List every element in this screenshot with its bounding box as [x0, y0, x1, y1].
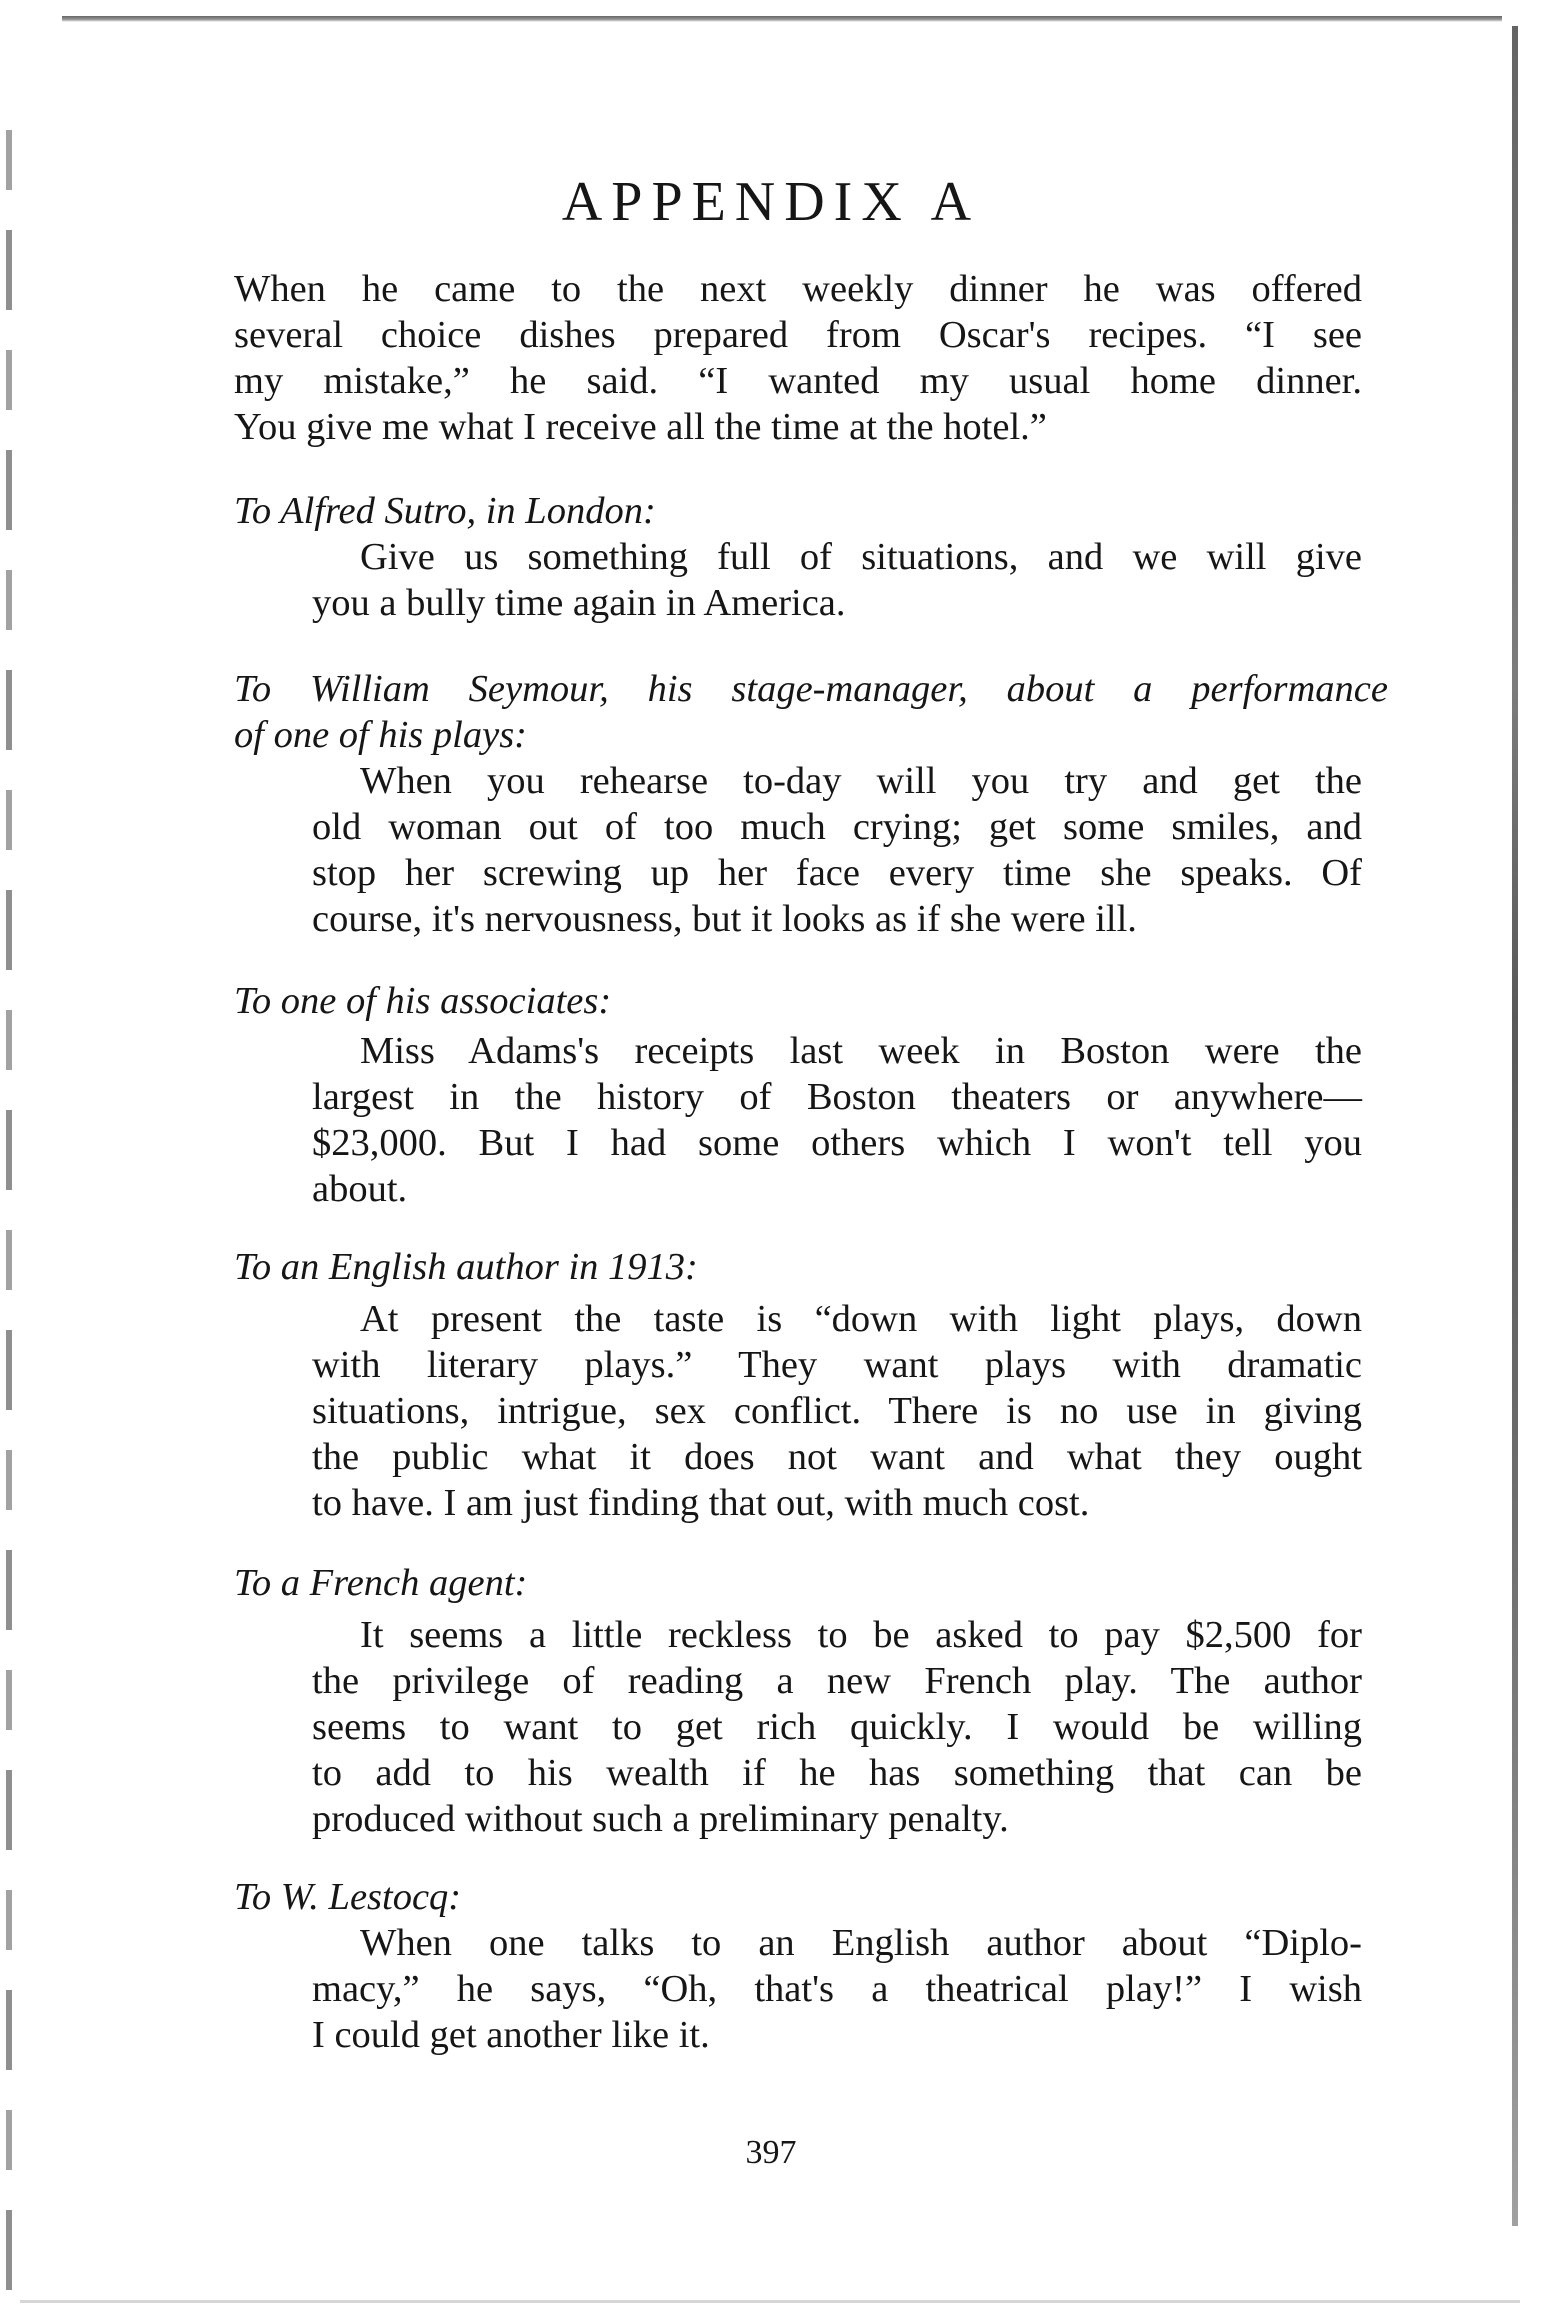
text-line: old woman out of too much crying; get some smiles, and: [312, 806, 1362, 848]
letter-heading: [234, 666, 1388, 758]
text-line: several choice dishes prepared from Oscar's recipes. “I see: [234, 314, 1362, 356]
text-line: When you rehearse to-day will you try and get the: [360, 760, 1362, 802]
page-number: 397: [745, 2134, 797, 2171]
text-line: produced without such a preliminary penalty.: [312, 1798, 1009, 1840]
text-line: $23,000. But I had some others which I won't tell you: [312, 1122, 1362, 1164]
letter-heading: [234, 978, 1388, 1024]
text-line: about.: [312, 1168, 408, 1210]
page-title: APPENDIX A: [561, 171, 981, 233]
letter-body: [312, 758, 1362, 942]
text-line: I could get another like it.: [312, 2014, 710, 2056]
heading-line: To Alfred Sutro, in London:: [234, 490, 656, 532]
letter-body: [312, 1612, 1362, 1842]
text-line: the privilege of reading a new French play. The author: [312, 1660, 1362, 1702]
text-line: you a bully time again in America.: [312, 582, 846, 624]
text-line: the public what it does not want and what they ought: [312, 1436, 1362, 1478]
text-line: to have. I am just finding that out, with much cost.: [312, 1482, 1090, 1524]
heading-line: To a French agent:: [234, 1562, 528, 1604]
bottom-page-edge: [20, 2300, 1520, 2303]
heading-line: of one of his plays:: [234, 714, 527, 756]
heading-line: To one of his associates:: [234, 980, 612, 1022]
text-line: Miss Adams's receipts last week in Boston were the: [360, 1030, 1362, 1072]
left-page-edge: [6, 130, 12, 2290]
heading-line: To W. Lestocq:: [234, 1876, 462, 1918]
text-line: Give us something full of situations, and we will give: [360, 536, 1362, 578]
text-line: When one talks to an English author about “Diplo-: [360, 1922, 1362, 1964]
letter-body: [312, 1296, 1362, 1526]
right-page-edge: [1512, 26, 1518, 2226]
letter-heading: [234, 1560, 1388, 1606]
text-line: macy,” he says, “Oh, that's a theatrical play!” I wish: [312, 1968, 1362, 2010]
text-line: seems to want to get rich quickly. I would be willing: [312, 1706, 1362, 1748]
letter-heading: [234, 488, 1388, 534]
text-line: situations, intrigue, sex conflict. There is no use in giving: [312, 1390, 1362, 1432]
text-line: course, it's nervousness, but it looks as if she were ill.: [312, 898, 1137, 940]
text-line: When he came to the next weekly dinner he was offered: [234, 268, 1362, 310]
text-line: It seems a little reckless to be asked to pay $2,500 for: [360, 1614, 1362, 1656]
top-edge-rule: [62, 16, 1502, 22]
text-line: You give me what I receive all the time at the hotel.”: [234, 406, 1047, 448]
text-line: largest in the history of Boston theaters or anywhere—: [312, 1076, 1362, 1118]
intro-paragraph: [234, 266, 1362, 450]
letter-heading: [234, 1874, 1388, 1920]
text-line: stop her screwing up her face every time she speaks. Of: [312, 852, 1362, 894]
letter-body: [312, 1028, 1362, 1212]
text-line: my mistake,” he said. “I wanted my usual home dinner.: [234, 360, 1362, 402]
letter-body: [312, 534, 1362, 626]
text-line: with literary plays.” They want plays with dramatic: [312, 1344, 1362, 1386]
heading-line: To William Seymour, his stage-manager, about a performance: [234, 668, 1388, 710]
heading-line: To an English author in 1913:: [234, 1246, 698, 1288]
letter-heading: [234, 1244, 1388, 1290]
letter-body: [312, 1920, 1362, 2058]
text-line: to add to his wealth if he has something that can be: [312, 1752, 1362, 1794]
text-line: At present the taste is “down with light plays, down: [360, 1298, 1362, 1340]
